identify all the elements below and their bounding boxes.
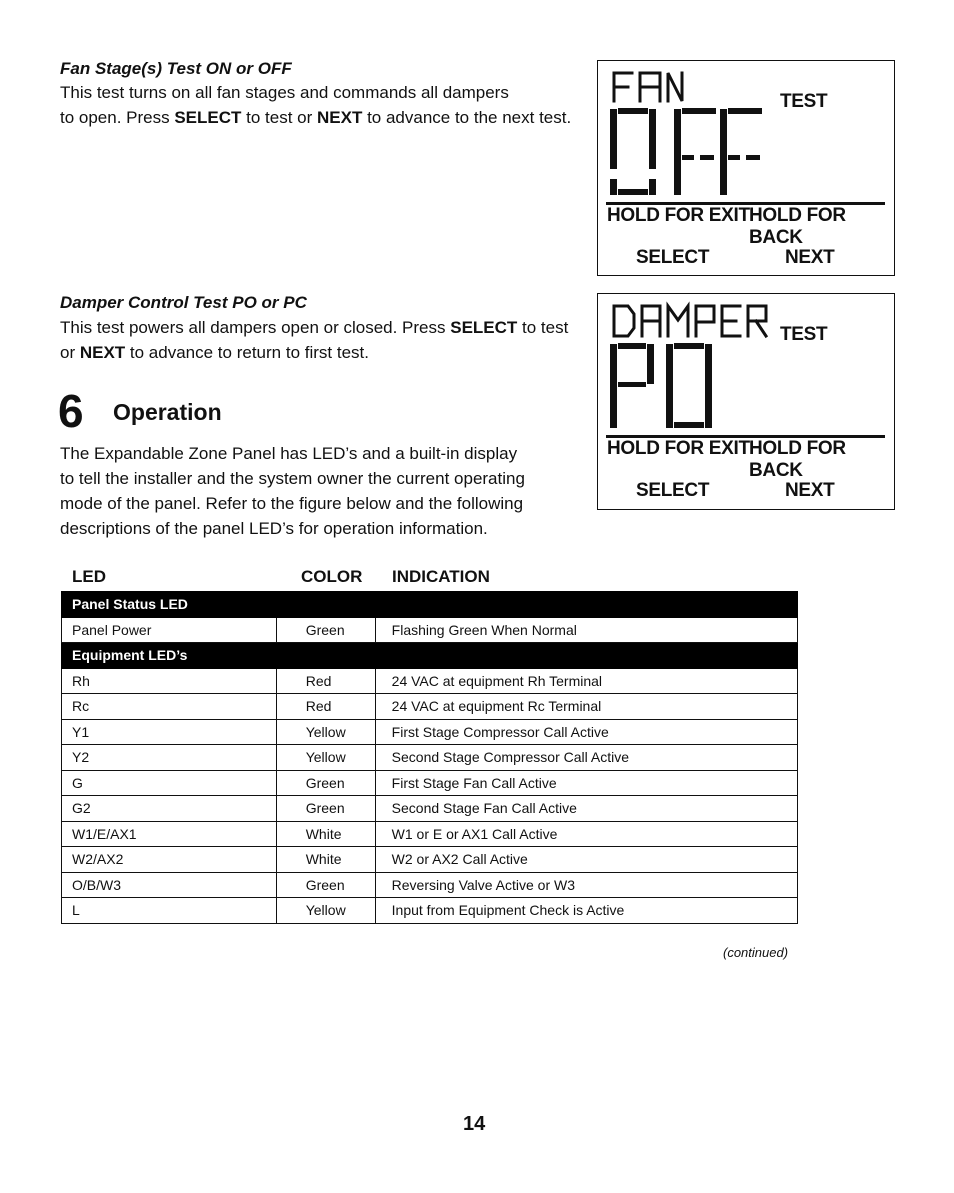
cell-indication: W2 or AX2 Call Active [375, 847, 797, 873]
hold-for-back-label: HOLD FOR BACK [749, 205, 846, 248]
lcd-test-label: TEST [780, 91, 828, 112]
hold-for-exit-label-damper: HOLD FOR EXIT [607, 438, 750, 459]
next-button-damper[interactable]: NEXT [785, 480, 835, 501]
section-title: Operation [113, 399, 222, 425]
table-row [62, 898, 798, 924]
cell-indication: Reversing Valve Active or W3 [375, 872, 797, 898]
band-label-panel-status: Panel Status LED [62, 592, 798, 618]
table-row [62, 847, 798, 873]
column-header-indication: INDICATION [392, 567, 490, 586]
cell-indication: 24 VAC at equipment Rc Terminal [375, 694, 797, 720]
led-table [61, 591, 798, 924]
cell-indication: W1 or E or AX1 Call Active [375, 821, 797, 847]
lcd-top-text-fan [614, 73, 682, 101]
table-band-row [62, 643, 798, 669]
cell-led: G2 [62, 796, 277, 822]
cell-led: W1/E/AX1 [62, 821, 277, 847]
operation-line: The Expandable Zone Panel has LED’s and a built-in display [60, 444, 518, 463]
cell-color: Red [276, 668, 375, 694]
damper-test-line2: or NEXT to advance to return to first test. [60, 343, 369, 362]
table-row [62, 694, 798, 720]
cell-color: Yellow [276, 745, 375, 771]
cell-indication: Second Stage Compressor Call Active [375, 745, 797, 771]
table-row [62, 668, 798, 694]
fan-test-heading: Fan Stage(s) Test ON or OFF [60, 59, 292, 78]
cell-color: Red [276, 694, 375, 720]
lcd-top-text-damper [614, 306, 766, 336]
damper-test-heading: Damper Control Test PO or PC [60, 293, 307, 312]
select-button-damper[interactable]: SELECT [636, 480, 710, 501]
cell-led: L [62, 898, 277, 924]
operation-line: mode of the panel. Refer to the figure below and the following [60, 494, 524, 513]
table-row [62, 872, 798, 898]
lcd-display-fan [597, 60, 895, 276]
section-number: 6 [58, 385, 84, 437]
fan-test-description [60, 80, 580, 130]
lcd-big-text-po [610, 343, 712, 428]
column-header-led: LED [72, 567, 106, 586]
cell-color: White [276, 821, 375, 847]
operation-description [60, 441, 590, 541]
cell-indication: Second Stage Fan Call Active [375, 796, 797, 822]
lcd-test-label-damper: TEST [780, 324, 828, 345]
operation-line: descriptions of the panel LED’s for operation information. [60, 519, 488, 538]
cell-indication: Input from Equipment Check is Active [375, 898, 797, 924]
band-label-equipment: Equipment LED’s [62, 643, 798, 669]
cell-color: Green [276, 796, 375, 822]
table-row [62, 770, 798, 796]
table-row [62, 617, 798, 643]
cell-indication: 24 VAC at equipment Rh Terminal [375, 668, 797, 694]
table-row [62, 745, 798, 771]
table-row [62, 796, 798, 822]
hold-for-back-label-damper: HOLD FOR BACK [749, 438, 846, 481]
continued-note: (continued) [723, 945, 789, 960]
cell-color: Yellow [276, 719, 375, 745]
cell-indication: Flashing Green When Normal [375, 617, 797, 643]
lcd-display-damper [597, 293, 895, 510]
cell-led: Panel Power [62, 617, 277, 643]
cell-color: Green [276, 770, 375, 796]
page-number: 14 [463, 1113, 486, 1135]
cell-led: G [62, 770, 277, 796]
cell-led: O/B/W3 [62, 872, 277, 898]
cell-indication: First Stage Compressor Call Active [375, 719, 797, 745]
table-band-row [62, 592, 798, 618]
table-row [62, 821, 798, 847]
cell-color: Green [276, 872, 375, 898]
cell-color: White [276, 847, 375, 873]
cell-indication: First Stage Fan Call Active [375, 770, 797, 796]
select-button[interactable]: SELECT [636, 247, 710, 268]
cell-led: Rc [62, 694, 277, 720]
cell-color: Yellow [276, 898, 375, 924]
fan-test-line2: to open. Press SELECT to test or NEXT to advance to the next test. [60, 108, 572, 127]
cell-led: Y1 [62, 719, 277, 745]
column-header-color: COLOR [301, 567, 363, 586]
lcd-big-text-off [610, 108, 762, 195]
operation-line: to tell the installer and the system owner the current operating [60, 469, 525, 488]
damper-test-description [60, 315, 580, 365]
table-row [62, 719, 798, 745]
fan-test-line1: This test turns on all fan stages and commands all dampers [60, 83, 509, 102]
next-button[interactable]: NEXT [785, 247, 835, 268]
cell-led: Rh [62, 668, 277, 694]
cell-color: Green [276, 617, 375, 643]
damper-test-line1: This test powers all dampers open or closed. Press SELECT to test [60, 318, 569, 337]
cell-led: Y2 [62, 745, 277, 771]
cell-led: W2/AX2 [62, 847, 277, 873]
hold-for-exit-label: HOLD FOR EXIT [607, 205, 750, 226]
